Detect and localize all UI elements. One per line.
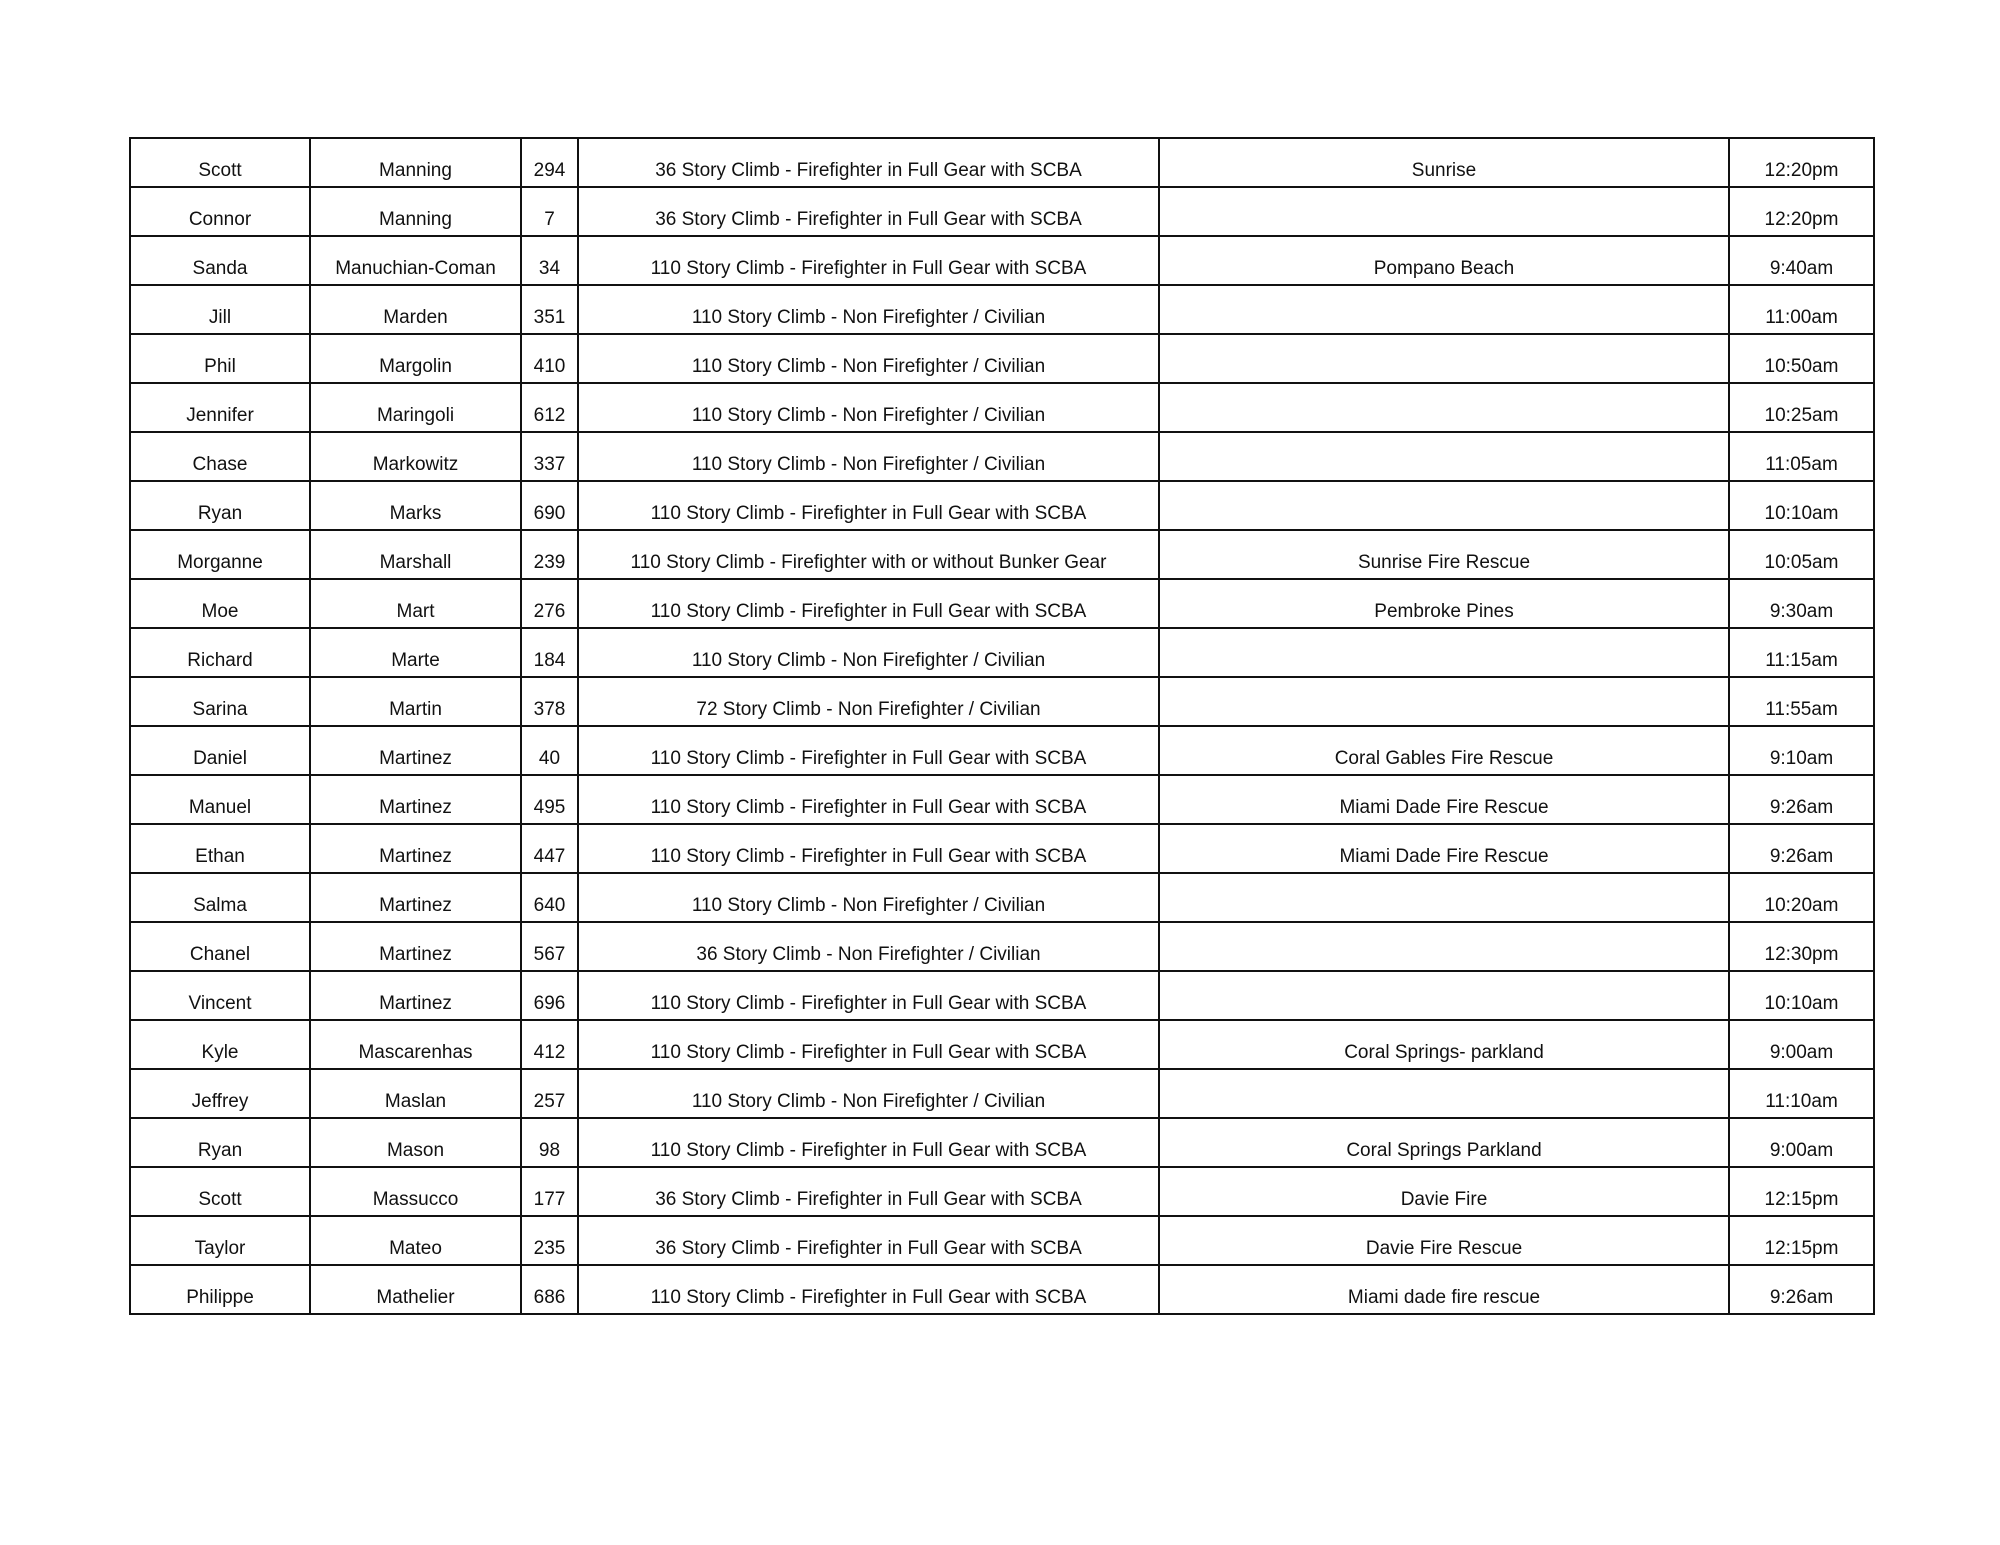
event-cell: 110 Story Climb - Firefighter in Full Gear with SCBA	[578, 971, 1159, 1020]
first-name-cell: Ryan	[130, 481, 310, 530]
start-time-cell: 10:20am	[1729, 873, 1874, 922]
first-name-cell: Moe	[130, 579, 310, 628]
table-row	[130, 1069, 1874, 1118]
start-time-cell: 9:26am	[1729, 1265, 1874, 1314]
bib-number-cell: 98	[521, 1118, 578, 1167]
last-name-cell: Maringoli	[310, 383, 521, 432]
bib-number-cell: 235	[521, 1216, 578, 1265]
event-cell: 110 Story Climb - Firefighter in Full Gear with SCBA	[578, 824, 1159, 873]
department-cell	[1159, 628, 1729, 677]
bib-number-cell: 177	[521, 1167, 578, 1216]
department-cell: Davie Fire Rescue	[1159, 1216, 1729, 1265]
first-name-cell: Chase	[130, 432, 310, 481]
event-cell: 72 Story Climb - Non Firefighter / Civilian	[578, 677, 1159, 726]
event-cell: 110 Story Climb - Firefighter in Full Gear with SCBA	[578, 236, 1159, 285]
event-cell: 36 Story Climb - Non Firefighter / Civilian	[578, 922, 1159, 971]
table-row	[130, 236, 1874, 285]
last-name-cell: Manuchian-Coman	[310, 236, 521, 285]
event-cell: 110 Story Climb - Non Firefighter / Civilian	[578, 432, 1159, 481]
first-name-cell: Connor	[130, 187, 310, 236]
start-time-cell: 11:00am	[1729, 285, 1874, 334]
table-row	[130, 971, 1874, 1020]
last-name-cell: Markowitz	[310, 432, 521, 481]
last-name-cell: Marshall	[310, 530, 521, 579]
last-name-cell: Manning	[310, 138, 521, 187]
start-time-cell: 9:10am	[1729, 726, 1874, 775]
start-time-cell: 11:55am	[1729, 677, 1874, 726]
first-name-cell: Jeffrey	[130, 1069, 310, 1118]
first-name-cell: Daniel	[130, 726, 310, 775]
bib-number-cell: 690	[521, 481, 578, 530]
participant-table	[129, 137, 1875, 1315]
table-row	[130, 383, 1874, 432]
start-time-cell: 10:50am	[1729, 334, 1874, 383]
bib-number-cell: 495	[521, 775, 578, 824]
last-name-cell: Mason	[310, 1118, 521, 1167]
event-cell: 36 Story Climb - Firefighter in Full Gear with SCBA	[578, 187, 1159, 236]
start-time-cell: 12:20pm	[1729, 138, 1874, 187]
start-time-cell: 9:40am	[1729, 236, 1874, 285]
last-name-cell: Mateo	[310, 1216, 521, 1265]
first-name-cell: Ethan	[130, 824, 310, 873]
bib-number-cell: 567	[521, 922, 578, 971]
table-row	[130, 1216, 1874, 1265]
first-name-cell: Sarina	[130, 677, 310, 726]
department-cell	[1159, 383, 1729, 432]
bib-number-cell: 276	[521, 579, 578, 628]
department-cell: Pompano Beach	[1159, 236, 1729, 285]
last-name-cell: Marden	[310, 285, 521, 334]
start-time-cell: 12:15pm	[1729, 1167, 1874, 1216]
department-cell	[1159, 873, 1729, 922]
start-time-cell: 11:05am	[1729, 432, 1874, 481]
table-row	[130, 1020, 1874, 1069]
table-row	[130, 530, 1874, 579]
bib-number-cell: 686	[521, 1265, 578, 1314]
department-cell	[1159, 971, 1729, 1020]
bib-number-cell: 612	[521, 383, 578, 432]
bib-number-cell: 257	[521, 1069, 578, 1118]
last-name-cell: Margolin	[310, 334, 521, 383]
last-name-cell: Martinez	[310, 824, 521, 873]
table-row	[130, 334, 1874, 383]
event-cell: 110 Story Climb - Non Firefighter / Civilian	[578, 873, 1159, 922]
department-cell: Sunrise	[1159, 138, 1729, 187]
bib-number-cell: 337	[521, 432, 578, 481]
event-cell: 36 Story Climb - Firefighter in Full Gear with SCBA	[578, 1167, 1159, 1216]
start-time-cell: 9:00am	[1729, 1118, 1874, 1167]
event-cell: 36 Story Climb - Firefighter in Full Gear with SCBA	[578, 138, 1159, 187]
event-cell: 110 Story Climb - Non Firefighter / Civilian	[578, 383, 1159, 432]
start-time-cell: 9:30am	[1729, 579, 1874, 628]
first-name-cell: Richard	[130, 628, 310, 677]
first-name-cell: Scott	[130, 1167, 310, 1216]
start-time-cell: 10:10am	[1729, 971, 1874, 1020]
department-cell: Coral Springs Parkland	[1159, 1118, 1729, 1167]
first-name-cell: Manuel	[130, 775, 310, 824]
table-row	[130, 1118, 1874, 1167]
department-cell	[1159, 432, 1729, 481]
first-name-cell: Chanel	[130, 922, 310, 971]
start-time-cell: 10:10am	[1729, 481, 1874, 530]
last-name-cell: Martinez	[310, 971, 521, 1020]
department-cell	[1159, 1069, 1729, 1118]
last-name-cell: Martin	[310, 677, 521, 726]
event-cell: 110 Story Climb - Firefighter in Full Gear with SCBA	[578, 1265, 1159, 1314]
table-row	[130, 187, 1874, 236]
table-row	[130, 628, 1874, 677]
table-row	[130, 726, 1874, 775]
last-name-cell: Maslan	[310, 1069, 521, 1118]
bib-number-cell: 447	[521, 824, 578, 873]
last-name-cell: Marte	[310, 628, 521, 677]
table-row	[130, 432, 1874, 481]
table-row	[130, 1265, 1874, 1314]
event-cell: 110 Story Climb - Firefighter in Full Gear with SCBA	[578, 775, 1159, 824]
department-cell	[1159, 481, 1729, 530]
first-name-cell: Morganne	[130, 530, 310, 579]
department-cell	[1159, 285, 1729, 334]
event-cell: 110 Story Climb - Non Firefighter / Civilian	[578, 1069, 1159, 1118]
first-name-cell: Vincent	[130, 971, 310, 1020]
start-time-cell: 9:26am	[1729, 824, 1874, 873]
table-row	[130, 824, 1874, 873]
first-name-cell: Philippe	[130, 1265, 310, 1314]
bib-number-cell: 410	[521, 334, 578, 383]
start-time-cell: 9:26am	[1729, 775, 1874, 824]
start-time-cell: 10:25am	[1729, 383, 1874, 432]
last-name-cell: Manning	[310, 187, 521, 236]
table-row	[130, 1167, 1874, 1216]
department-cell	[1159, 187, 1729, 236]
start-time-cell: 11:15am	[1729, 628, 1874, 677]
event-cell: 110 Story Climb - Firefighter in Full Gear with SCBA	[578, 1020, 1159, 1069]
department-cell: Miami dade fire rescue	[1159, 1265, 1729, 1314]
bib-number-cell: 696	[521, 971, 578, 1020]
start-time-cell: 12:30pm	[1729, 922, 1874, 971]
table-row	[130, 481, 1874, 530]
last-name-cell: Massucco	[310, 1167, 521, 1216]
last-name-cell: Mathelier	[310, 1265, 521, 1314]
table-row	[130, 579, 1874, 628]
department-cell	[1159, 334, 1729, 383]
department-cell: Miami Dade Fire Rescue	[1159, 824, 1729, 873]
bib-number-cell: 378	[521, 677, 578, 726]
first-name-cell: Kyle	[130, 1020, 310, 1069]
first-name-cell: Jennifer	[130, 383, 310, 432]
first-name-cell: Scott	[130, 138, 310, 187]
bib-number-cell: 294	[521, 138, 578, 187]
event-cell: 110 Story Climb - Firefighter in Full Gear with SCBA	[578, 579, 1159, 628]
event-cell: 110 Story Climb - Firefighter in Full Gear with SCBA	[578, 726, 1159, 775]
department-cell: Coral Springs- parkland	[1159, 1020, 1729, 1069]
department-cell	[1159, 677, 1729, 726]
start-time-cell: 10:05am	[1729, 530, 1874, 579]
department-cell: Sunrise Fire Rescue	[1159, 530, 1729, 579]
first-name-cell: Taylor	[130, 1216, 310, 1265]
department-cell	[1159, 922, 1729, 971]
event-cell: 110 Story Climb - Firefighter with or without Bunker Gear	[578, 530, 1159, 579]
start-time-cell: 11:10am	[1729, 1069, 1874, 1118]
event-cell: 110 Story Climb - Non Firefighter / Civilian	[578, 334, 1159, 383]
department-cell: Davie Fire	[1159, 1167, 1729, 1216]
event-cell: 110 Story Climb - Non Firefighter / Civilian	[578, 628, 1159, 677]
last-name-cell: Marks	[310, 481, 521, 530]
table-row	[130, 775, 1874, 824]
table-row	[130, 138, 1874, 187]
last-name-cell: Mascarenhas	[310, 1020, 521, 1069]
event-cell: 110 Story Climb - Firefighter in Full Gear with SCBA	[578, 481, 1159, 530]
last-name-cell: Martinez	[310, 775, 521, 824]
bib-number-cell: 34	[521, 236, 578, 285]
start-time-cell: 12:15pm	[1729, 1216, 1874, 1265]
bib-number-cell: 184	[521, 628, 578, 677]
department-cell: Coral Gables Fire Rescue	[1159, 726, 1729, 775]
last-name-cell: Martinez	[310, 922, 521, 971]
table-row	[130, 677, 1874, 726]
first-name-cell: Salma	[130, 873, 310, 922]
first-name-cell: Jill	[130, 285, 310, 334]
department-cell: Miami Dade Fire Rescue	[1159, 775, 1729, 824]
bib-number-cell: 640	[521, 873, 578, 922]
event-cell: 110 Story Climb - Firefighter in Full Gear with SCBA	[578, 1118, 1159, 1167]
bib-number-cell: 412	[521, 1020, 578, 1069]
event-cell: 36 Story Climb - Firefighter in Full Gear with SCBA	[578, 1216, 1159, 1265]
bib-number-cell: 351	[521, 285, 578, 334]
event-cell: 110 Story Climb - Non Firefighter / Civilian	[578, 285, 1159, 334]
last-name-cell: Martinez	[310, 726, 521, 775]
last-name-cell: Martinez	[310, 873, 521, 922]
first-name-cell: Phil	[130, 334, 310, 383]
table-row	[130, 922, 1874, 971]
bib-number-cell: 7	[521, 187, 578, 236]
last-name-cell: Mart	[310, 579, 521, 628]
participant-table-body	[130, 138, 1874, 1314]
start-time-cell: 12:20pm	[1729, 187, 1874, 236]
table-row	[130, 873, 1874, 922]
bib-number-cell: 239	[521, 530, 578, 579]
start-time-cell: 9:00am	[1729, 1020, 1874, 1069]
first-name-cell: Ryan	[130, 1118, 310, 1167]
bib-number-cell: 40	[521, 726, 578, 775]
first-name-cell: Sanda	[130, 236, 310, 285]
department-cell: Pembroke Pines	[1159, 579, 1729, 628]
table-row	[130, 285, 1874, 334]
